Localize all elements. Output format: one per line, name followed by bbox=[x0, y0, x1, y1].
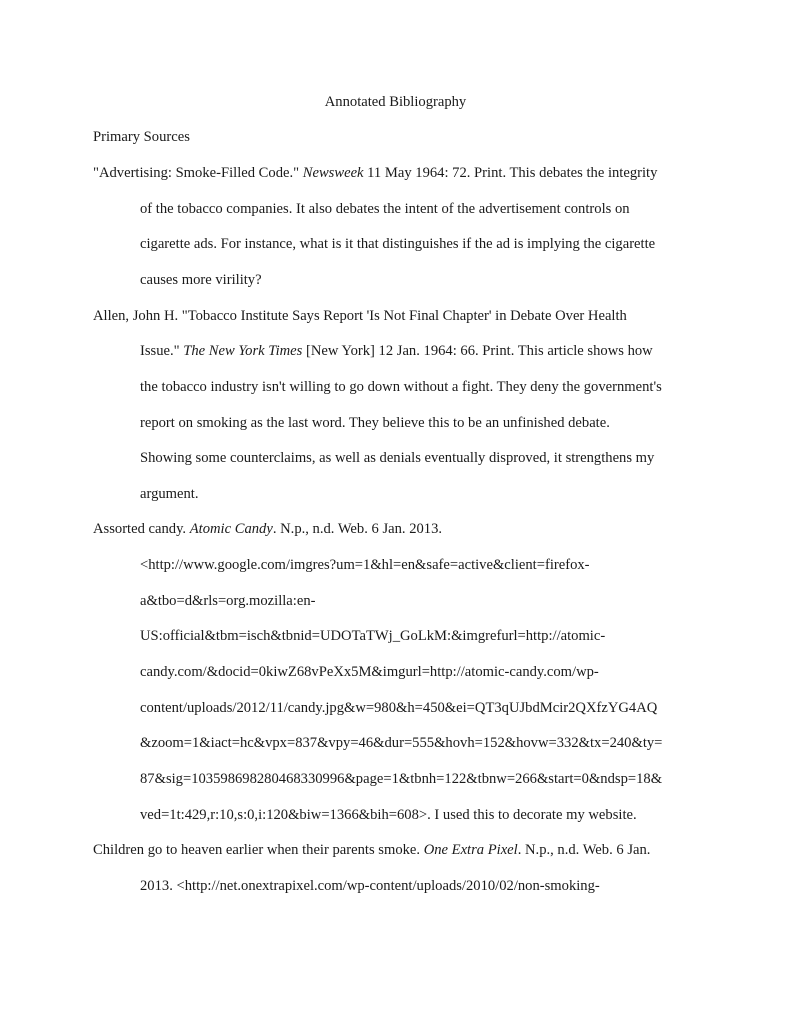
url-line: candy.com/&docid=0kiwZ68vPeXx5M&imgurl=http://atomic-candy.com/wp- bbox=[140, 664, 599, 680]
entry-text: Assorted candy. bbox=[93, 521, 190, 537]
url-line: ved=1t:429,r:10,s:0,i:120&biw=1366&bih=608>. I used this to decorate my website. bbox=[140, 807, 637, 823]
entry-line: causes more virility? bbox=[140, 272, 262, 288]
entry-text: "Advertising: Smoke-Filled Code." bbox=[93, 165, 303, 181]
url-line: <http://www.google.com/imgres?um=1&hl=en&safe=active&client=firefox- bbox=[140, 557, 590, 573]
entry-line bbox=[140, 342, 653, 360]
publication-title: The New York Times bbox=[183, 343, 303, 359]
entry-line: argument. bbox=[140, 486, 199, 502]
entry-line: of the tobacco companies. It also debates the intent of the advertisement controls on bbox=[140, 201, 630, 217]
entry-line: cigarette ads. For instance, what is it that distinguishes if the ad is implying the cigarette bbox=[140, 236, 656, 252]
publication-title: One Extra Pixel bbox=[423, 842, 518, 858]
entry-text: Children go to heaven earlier when their parents smoke. bbox=[93, 842, 424, 858]
publication-title: Newsweek bbox=[302, 165, 364, 181]
entry-line: Showing some counterclaims, as well as denials eventually disproved, it strengthens my bbox=[140, 450, 655, 466]
entry-text: . N.p., n.d. Web. 6 Jan. bbox=[517, 842, 651, 858]
entry-line bbox=[93, 164, 657, 182]
entry-text: [New York] 12 Jan. 1964: 66. Print. This article shows how bbox=[302, 343, 653, 359]
url-line: content/uploads/2012/11/candy.jpg&w=980&h=450&ei=QT3qUJbdMcir2QXfzYG4AQ bbox=[140, 700, 658, 716]
publication-title: Atomic Candy bbox=[189, 521, 273, 537]
entry-line: Allen, John H. "Tobacco Institute Says Report 'Is Not Final Chapter' in Debate Over Health bbox=[93, 308, 627, 324]
entry-text: . N.p., n.d. Web. 6 Jan. 2013. bbox=[272, 521, 443, 537]
entry-line bbox=[93, 520, 442, 538]
entry-line: report on smoking as the last word. They believe this to be an unfinished debate. bbox=[140, 415, 610, 431]
url-line: 2013. <http://net.onextrapixel.com/wp-content/uploads/2010/02/non-smoking- bbox=[140, 878, 600, 894]
url-line: &zoom=1&iact=hc&vpx=837&vpy=46&dur=555&hovh=152&hovw=332&tx=240&ty= bbox=[140, 735, 663, 751]
document-title: Annotated Bibliography bbox=[324, 94, 467, 110]
entry-text: 11 May 1964: 72. Print. This debates the integrity bbox=[363, 165, 658, 181]
url-line: a&tbo=d&rls=org.mozilla:en- bbox=[140, 593, 316, 609]
url-line: 87&sig=103598698280468330996&page=1&tbnh=122&tbnw=266&start=0&ndsp=18& bbox=[140, 771, 663, 787]
entry-text: Issue." bbox=[140, 343, 184, 359]
section-heading: Primary Sources bbox=[93, 129, 190, 145]
entry-line: the tobacco industry isn't willing to go down without a fight. They deny the government's bbox=[140, 379, 662, 395]
url-line: US:official&tbm=isch&tbnid=UDOTaTWj_GoLkM:&imgrefurl=http://atomic- bbox=[140, 628, 606, 644]
entry-line bbox=[93, 841, 650, 859]
